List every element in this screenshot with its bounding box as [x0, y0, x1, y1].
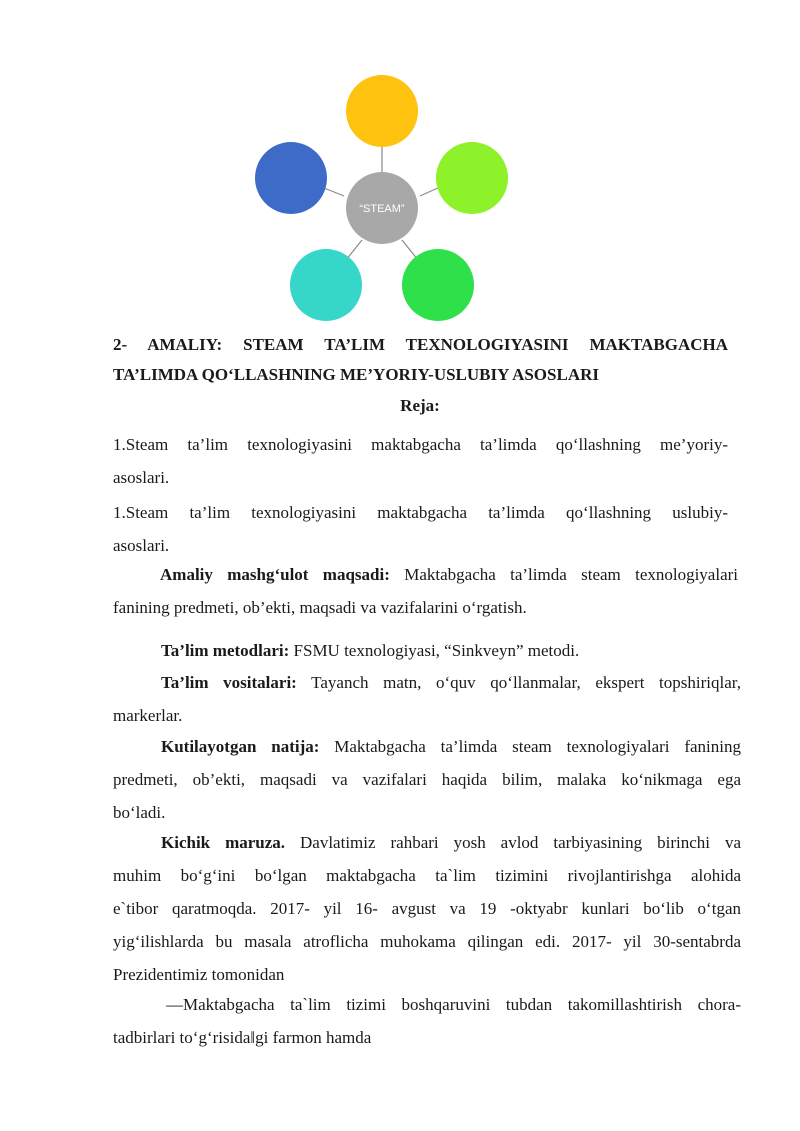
goal-paragraph — [113, 558, 738, 624]
result-text-2: predmeti, ob’ekti, maqsadi va vazifalari haqida bilim, malaka ko‘nikmaga ega — [113, 770, 741, 789]
goal-text-2: fanining predmeti, ob’ekti, maqsadi va vazifalarini o‘rgatish. — [113, 598, 527, 617]
lecture-text-4: yig‘ilishlarda bu masala atroflicha muhokama qilingan edi. 2017- yil 30-sentabrda — [113, 932, 741, 951]
title-line-1: 2- AMALIY: STEAM TA’LIM TEXNOLOGIYASINI MAKTABGACHA — [113, 335, 728, 354]
plan-heading: Reja: — [400, 396, 440, 415]
bottom-left-circle — [290, 249, 362, 321]
steam-diagram — [0, 0, 800, 330]
lecture-text-1: Davlatimiz rahbari yosh avlod tarbiyasining birinchi va — [285, 833, 741, 852]
plan-item-1-line-1: 1.Steam ta’lim texnologiyasini maktabgacha ta’limda qo‘llashning me’yoriy- — [113, 435, 728, 454]
lecture-text-2: muhim bo‘g‘ini bo‘lgan maktabgacha ta`lim tizimini rivojlantirishga alohida — [113, 866, 741, 885]
tools-label: Ta’lim vositalari: — [161, 673, 297, 692]
result-paragraph — [113, 730, 741, 829]
left-circle — [255, 142, 327, 214]
goal-line-1 — [113, 558, 738, 591]
lecture-text-5: Prezidentimiz tomonidan — [113, 965, 285, 984]
methods-label: Ta’lim metodlari: — [161, 641, 290, 660]
decree-line-1: ―Maktabgacha ta`lim tizimi boshqaruvini tubdan takomillashtirish chora- — [166, 995, 741, 1014]
methods-text: FSMU texnologiyasi, “Sinkveyn” metodi. — [289, 641, 580, 660]
goal-text-1: Maktabgacha ta’limda steam texnologiyalari — [389, 565, 739, 584]
tools-text-1: Tayanch matn, o‘quv qo‘llanmalar, ekspert topshiriqlar, — [296, 673, 742, 692]
methods-paragraph — [113, 634, 741, 667]
result-label: Kutilayotgan natija: — [161, 737, 320, 756]
center-label: “STEAM” — [359, 203, 405, 215]
tools-paragraph — [113, 666, 741, 732]
decree-paragraph — [113, 988, 741, 1054]
plan-item-2-line-1: 1.Steam ta’lim texnologiyasini maktabgacha ta’limda qo‘llashning uslubiy- — [113, 503, 728, 522]
result-text-3: bo‘ladi. — [113, 803, 166, 822]
goal-label: Amaliy mashg‘ulot maqsadi: — [160, 565, 390, 584]
page-title — [113, 330, 728, 390]
title-line-2: TA’LIMDA QO‘LLASHNING ME’YORIY-USLUBIY ASOSLARI — [113, 365, 599, 384]
lecture-paragraph — [113, 826, 741, 991]
plan-item-1-line-2: asoslari. — [113, 468, 170, 487]
right-circle — [436, 142, 508, 214]
lecture-label: Kichik maruza. — [161, 833, 286, 852]
decree-line-2: tadbirlari to‘g‘risida‖gi farmon hamda — [113, 1028, 372, 1047]
lecture-line-1 — [113, 826, 741, 859]
methods-line — [113, 634, 741, 667]
tools-text-2: markerlar. — [113, 706, 183, 725]
result-text-1: Maktabgacha ta’limda steam texnologiyalari fanining — [319, 737, 742, 756]
tools-line-1 — [113, 666, 741, 699]
plan-item-2-line-2: asoslari. — [113, 536, 170, 555]
plan-list — [113, 428, 728, 562]
lecture-text-3: e`tibor qaratmoqda. 2017- yil 16- avgust va 19 -oktyabr kunlari bo‘lib o‘tgan — [113, 899, 741, 918]
result-line-1 — [113, 730, 741, 763]
top-circle — [346, 75, 418, 147]
bottom-right-circle — [402, 249, 474, 321]
